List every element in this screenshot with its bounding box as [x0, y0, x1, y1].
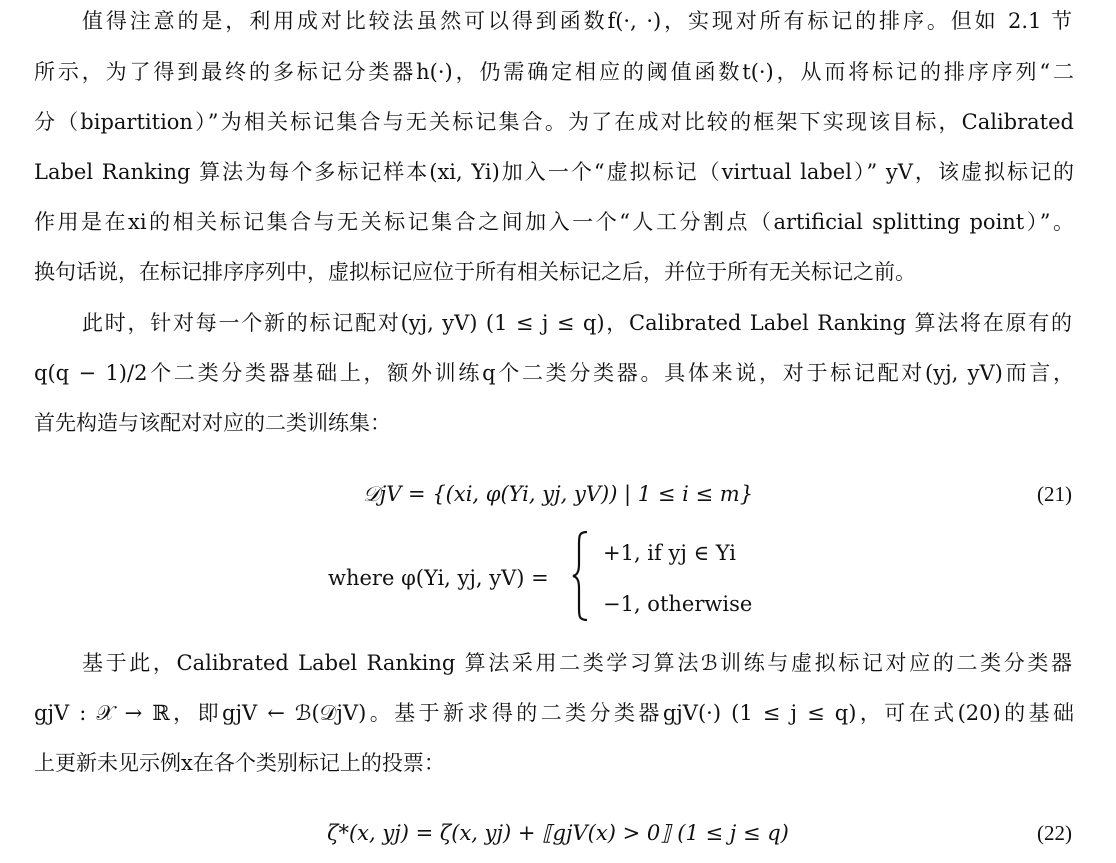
equation-22	[0, 813, 1116, 853]
equation-22-formula: ζ*(x, yj) = ζ(x, yj) + ⟦gjV(x) > 0⟧ (1 ≤ j ≤ q)	[327, 821, 789, 845]
where-case-2: −1, otherwise	[603, 592, 753, 616]
paragraph-1-line-5: 作用是在xi的相关标记集合与无关标记集合之间加入一个“人工分割点（artificial splitting point）”。	[34, 210, 1074, 234]
paragraph-1-line-3: 分（bipartition）”为相关标记集合与无关标记集合。为了在成对比较的框架下实现该目标，Calibrated	[34, 110, 1074, 134]
equation-21	[0, 474, 1116, 514]
paragraph-1-line-1: 值得注意的是，利用成对比较法虽然可以得到函数f(·, ·)，实现对所有标记的排序。但如 2.1 节	[82, 9, 1072, 33]
where-clause-lhs: where φ(Yi, yj, yV) =	[328, 566, 549, 590]
left-brace-icon	[571, 530, 591, 622]
paragraph-2-line-3: 首先构造与该配对对应的二类训练集：	[34, 411, 391, 435]
where-clause	[0, 528, 1116, 624]
equation-21-number: (21)	[1037, 482, 1072, 506]
paragraph-1-line-4: Label Ranking 算法为每个多标记样本(xi, Yi)加入一个“虚拟标记（virtual label）” yV，该虚拟标记的	[34, 160, 1074, 184]
paragraph-1-line-2: 所示，为了得到最终的多标记分类器h(·)，仍需确定相应的阈值函数t(·)，从而将标记的排序序列“二	[34, 60, 1074, 84]
paragraph-3-line-1: 基于此，Calibrated Label Ranking 算法采用二类学习算法ℬ训练与虚拟标记对应的二类分类器	[82, 651, 1072, 675]
equation-21-formula: 𝒟jV = {(xi, φ(Yi, yj, yV)) | 1 ≤ i ≤ m}	[362, 482, 754, 506]
paragraph-2-line-2: q(q − 1)/2个二类分类器基础上，额外训练q个二类分类器。具体来说，对于标记配对(yj, yV)而言，	[34, 361, 1074, 385]
paragraph-2-line-1: 此时，针对每一个新的标记配对(yj, yV) (1 ≤ j ≤ q)，Calibrated Label Ranking 算法将在原有的	[82, 311, 1072, 335]
paragraph-3-line-3: 上更新未见示例x在各个类别标记上的投票：	[34, 751, 445, 775]
where-case-1: +1, if yj ∈ Yi	[603, 541, 736, 565]
equation-22-number: (22)	[1037, 821, 1072, 845]
paragraph-1-line-6: 换句话说，在标记排序序列中，虚拟标记应位于所有相关标记之后，并位于所有无关标记之前。	[34, 260, 916, 284]
paragraph-3-line-2: gjV : 𝒳 → ℝ，即gjV ← ℬ(𝒟jV)。基于新求得的二类分类器gjV(·) (1 ≤ j ≤ q)，可在式(20)的基础	[34, 701, 1074, 725]
